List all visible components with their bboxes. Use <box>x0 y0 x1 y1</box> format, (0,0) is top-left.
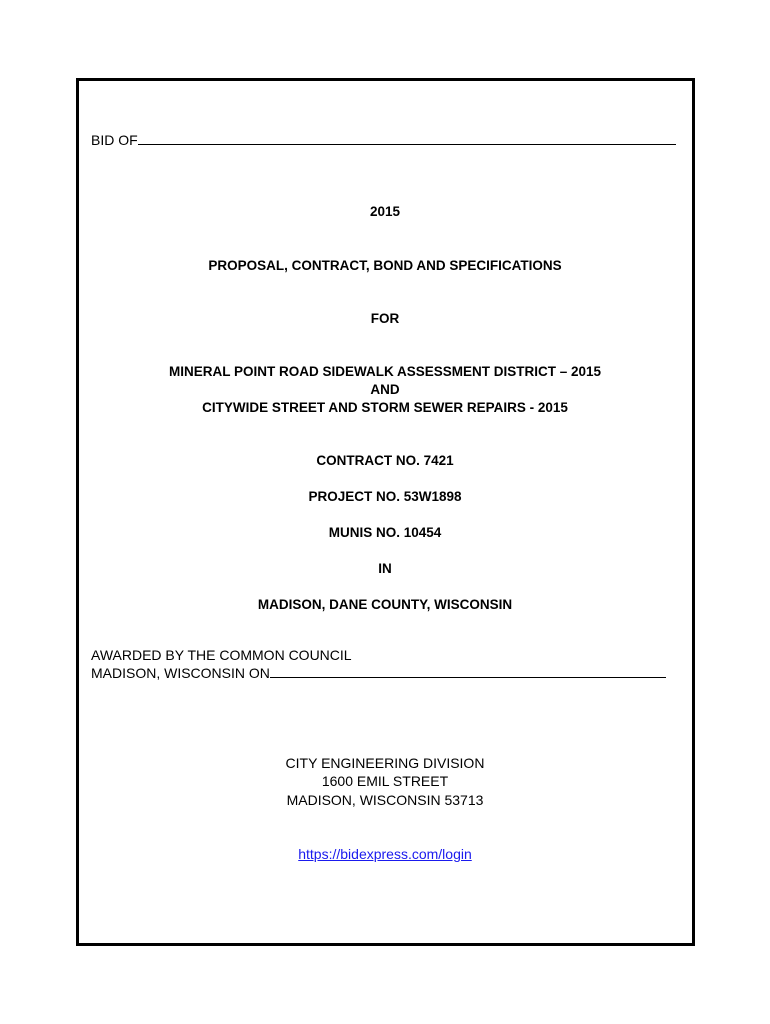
for-label: FOR <box>370 311 400 326</box>
munis-number: MUNIS NO. 10454 <box>328 525 442 540</box>
bid-of-label: BID OF <box>91 132 138 148</box>
project-and: AND <box>370 382 400 397</box>
project-line-2: CITYWIDE STREET AND STORM SEWER REPAIRS - 2015 <box>202 400 568 415</box>
division-city: MADISON, WISCONSIN 53713 <box>286 792 484 808</box>
bid-express-link[interactable]: https://bidexpress.com/login <box>298 846 472 862</box>
in-label: IN <box>378 561 392 576</box>
bid-of-row <box>91 132 676 149</box>
awarded-line-2: MADISON, WISCONSIN ON <box>91 665 270 681</box>
location: MADISON, DANE COUNTY, WISCONSIN <box>257 597 513 612</box>
bid-link-row <box>0 846 770 863</box>
division-street: 1600 EMIL STREET <box>321 773 449 789</box>
awarded-row <box>91 665 666 682</box>
project-number: PROJECT NO. 53W1898 <box>308 489 462 504</box>
year-heading: 2015 <box>369 204 401 219</box>
awarded-line-1: AWARDED BY THE COMMON COUNCIL <box>91 647 352 663</box>
proposal-title: PROPOSAL, CONTRACT, BOND AND SPECIFICATIONS <box>208 258 562 273</box>
bid-of-blank-line[interactable] <box>138 132 676 145</box>
award-date-blank-line[interactable] <box>270 665 666 678</box>
contract-number: CONTRACT NO. 7421 <box>316 453 454 468</box>
division-name: CITY ENGINEERING DIVISION <box>285 755 485 771</box>
project-line-1: MINERAL POINT ROAD SIDEWALK ASSESSMENT DISTRICT – 2015 <box>168 364 602 379</box>
